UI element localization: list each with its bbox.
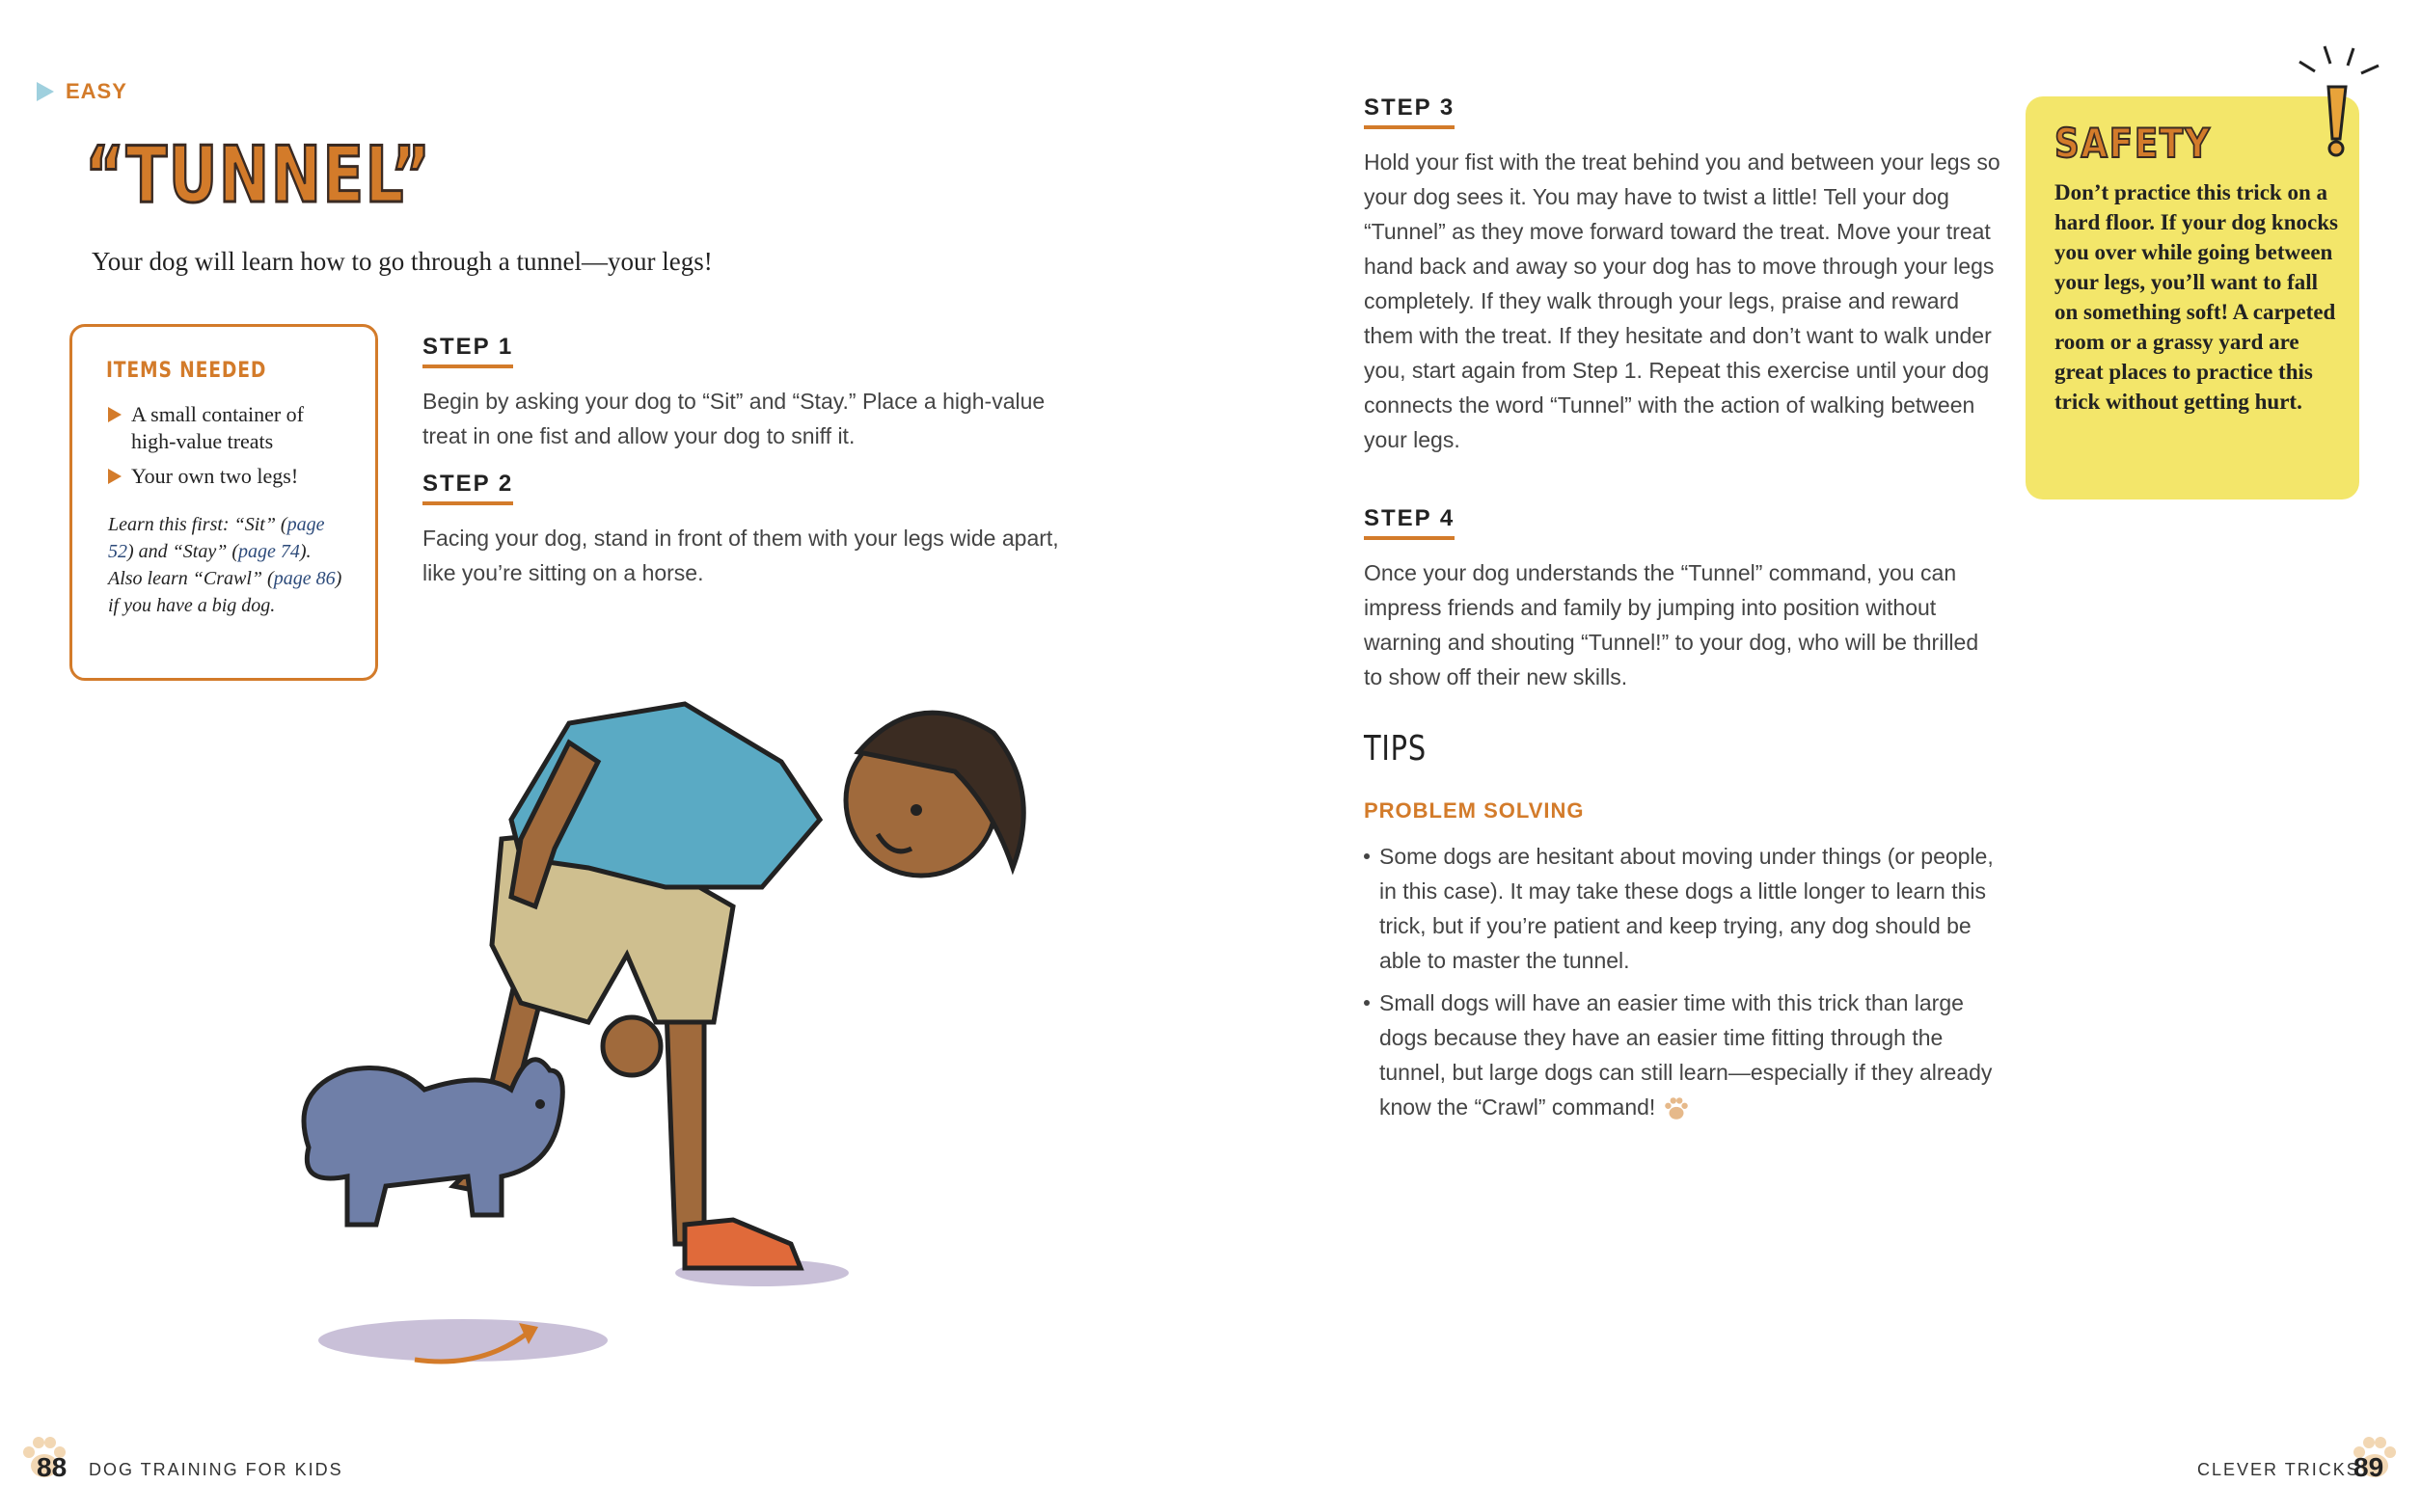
learn-text: Learn this first: “Sit” ( (108, 514, 287, 535)
learn-first-note (108, 511, 349, 619)
bullet-dot-icon (1364, 1000, 1370, 1006)
item-text: A small container of high-value treats (131, 402, 305, 453)
step-text: Hold your fist with the treat behind you and between your legs so your dog sees it. You may have to twist a little! Tell your dog “Tunnel” as they move forward toward the treat. Move your treat hand back and away so your dog has to move through your legs completely. If they walk through your legs, praise and reward them with the treat. If they hesitate and don’t want to walk under you, start again from Step 1. Repeat this exercise until your dog connects the word “Tunnel” with the action of walking between your legs. (1364, 149, 2000, 452)
step-text: Begin by asking your dog to “Sit” and “Stay.” Place a high-value treat in one fist and allow your dog to sniff it. (422, 389, 1046, 448)
step-text: Facing your dog, stand in front of them with your legs wide apart, like you’re sitting on a horse. (422, 526, 1059, 585)
items-needed-heading: ITEMS NEEDED (106, 359, 267, 383)
learn-text: ) if you have a big dog. (108, 568, 342, 616)
bullet-dot-icon (1364, 853, 1370, 859)
page-subtitle: Your dog will learn how to go through a tunnel—your legs! (92, 247, 713, 276)
learn-text: ) and “Stay” ( (127, 541, 238, 562)
shadow (318, 1319, 608, 1362)
boy-fist (603, 1017, 661, 1075)
problem-solving-heading: PROBLEM SOLVING (1364, 798, 1585, 823)
page-number-left: 88 (37, 1452, 68, 1482)
step-3 (1364, 94, 2000, 457)
boy-and-dog-tunnel-illustration (280, 665, 1071, 1398)
triangle-bullet-icon (108, 407, 122, 422)
triangle-bullet-icon (37, 82, 54, 101)
boy-eye (911, 804, 922, 816)
tip-text-content: Small dogs will have an easier time with this trick than large dogs because they have an easier time fitting through the tunnel, but large dogs can still learn—especially if they already know the “Crawl” command! (1379, 990, 1993, 1120)
page-ref-link[interactable]: page 52 (108, 514, 325, 562)
step-heading: STEP 1 (422, 334, 513, 368)
step-1 (422, 334, 1069, 453)
step-2 (422, 471, 1069, 590)
dog (304, 1060, 562, 1225)
tips-list (1364, 839, 2010, 1124)
step-heading: STEP 4 (1364, 505, 1455, 540)
safety-text: Don’t practice this trick on a hard floor. If your dog knocks you over while going between your legs, you’ll want to fall on something soft! A carpeted room or a grassy yard are great places to practice this trick without getting hurt. (2054, 180, 2338, 414)
item-legs (108, 463, 349, 490)
list-item (1364, 986, 2010, 1124)
difficulty-text: EASY (66, 79, 127, 103)
step-heading: STEP 2 (422, 471, 513, 505)
step-4 (1364, 505, 2000, 694)
item-text: Your own two legs! (131, 464, 299, 488)
exclamation-icon (2286, 42, 2392, 158)
footer-book-title: DOG TRAINING FOR KIDS (89, 1460, 343, 1479)
page-number-right: 89 (2353, 1452, 2384, 1482)
item-treats (108, 401, 349, 455)
page-ref-link[interactable]: page 74 (238, 541, 300, 562)
learn-text: ). Also learn “Crawl” ( (108, 541, 312, 589)
tip-text (1379, 986, 2010, 1124)
step-heading: STEP 3 (1364, 94, 1455, 129)
boy-shoe (685, 1220, 801, 1268)
tips-heading: TIPS (1364, 729, 1427, 769)
page-ref-link[interactable]: page 86 (273, 568, 336, 589)
safety-heading: SAFETY (2054, 120, 2212, 167)
page-title: “TUNNEL” (85, 130, 432, 220)
paw-print-icon (1662, 1094, 1691, 1123)
triangle-bullet-icon (108, 469, 122, 484)
dog-eye (535, 1099, 545, 1109)
difficulty-label (37, 79, 127, 104)
list-item (1364, 839, 2010, 978)
tip-text: Some dogs are hesitant about moving under things (or people, in this case). It may take these dogs a little longer to learn this trick, but if you’re patient and keep trying, any dog should be able to master the tunnel. (1379, 844, 1994, 973)
step-text: Once your dog understands the “Tunnel” command, you can impress friends and family by jumping into position without warning and shouting “Tunnel!” to your dog, who will be thrilled to show off their new skills. (1364, 560, 1979, 689)
footer-section-title: CLEVER TRICKS (2197, 1460, 2360, 1479)
